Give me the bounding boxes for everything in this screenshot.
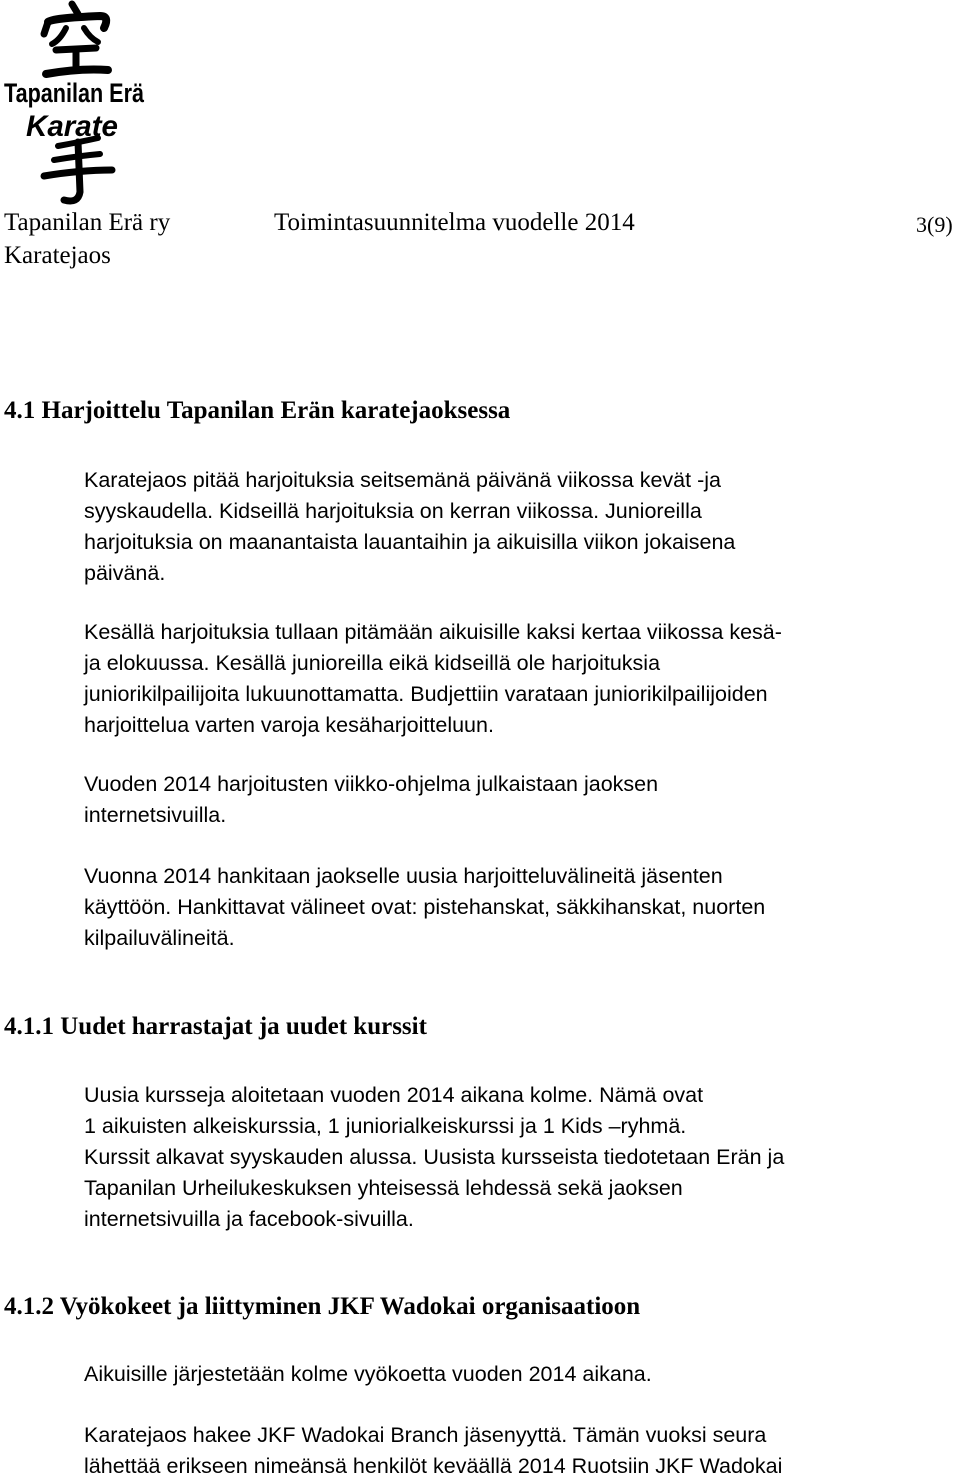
section-heading-4-1-2: 4.1.2 Vyökokeet ja liittyminen JKF Wadokai organisaatioon [4,1293,641,1320]
paragraph-line: päivänä. [84,561,166,585]
paragraph-line: Kurssit alkavat syyskauden alussa. Uusista kursseista tiedotetaan Erän ja [84,1145,785,1169]
paragraph-line: Karatejaos pitää harjoituksia seitsemänä päivänä viikossa kevät -ja [84,468,721,492]
paragraph-line: lähettää erikseen nimeänsä henkilöt keväällä 2014 Ruotsiin JKF Wadokai [84,1454,783,1478]
paragraph [84,1359,954,1390]
paragraph-line: syyskaudella. Kidseillä harjoituksia on kerran viikossa. Junioreilla [84,499,702,523]
paragraph-line: ja elokuussa. Kesällä junioreilla eikä kidseillä ole harjoituksia [84,651,661,675]
section-heading-4-1-1: 4.1.1 Uudet harrastajat ja uudet kurssit [4,1013,427,1040]
paragraph-line: 1 aikuisten alkeiskurssia, 1 juniorialkeiskurssi ja 1 Kids –ryhmä. [84,1114,687,1138]
club-logo [0,0,150,210]
paragraph [84,465,954,589]
paragraph-line: Kesällä harjoituksia tullaan pitämään aikuisille kaksi kertaa viikossa kesä- [84,620,782,644]
paragraph-line: juniorikilpailijoita lukuunottamatta. Budjettiin varataan juniorikilpailijoiden [84,682,768,706]
karate-kanji-logo-icon [0,0,150,210]
paragraph-line: Karatejaos hakee JKF Wadokai Branch jäsenyyttä. Tämän vuoksi seura [84,1423,767,1447]
paragraph-line: Aikuisille järjestetään kolme vyökoetta vuoden 2014 aikana. [84,1362,652,1386]
logo-sport: Karate [26,110,118,143]
paragraph-line: Uusia kursseja aloitetaan vuoden 2014 aikana kolme. Nämä ovat [84,1083,704,1107]
paragraph-line: harjoituksia on maanantaista lauantaihin ja aikuisilla viikon jokaisena [84,530,736,554]
paragraph [84,769,954,831]
logo-club-name: Tapanilan Erä [4,78,145,108]
paragraph-line: käyttöön. Hankittavat välineet ovat: pistehanskat, säkkihanskat, nuorten [84,895,766,919]
page-number: 3(9) [916,212,953,237]
paragraph-line: internetsivuilla. [84,803,227,827]
paragraph-line: internetsivuilla ja facebook-sivuilla. [84,1207,414,1231]
paragraph [84,1080,954,1235]
header-organization: Tapanilan Erä ry [4,209,171,236]
paragraph [84,861,954,954]
paragraph-line: harjoittelua varten varoja kesäharjoitteluun. [84,713,494,737]
header-document-title: Toimintasuunnitelma vuodelle 2014 [274,209,635,236]
paragraph-line: Vuonna 2014 hankitaan jaokselle uusia harjoitteluvälineitä jäsenten [84,864,723,888]
paragraph [84,1420,954,1482]
section-heading-4-1: 4.1 Harjoittelu Tapanilan Erän karatejaoksessa [4,397,511,424]
paragraph-line: kilpailuvälineitä. [84,926,235,950]
paragraph [84,617,954,741]
paragraph-line: Tapanilan Urheilukeskuksen yhteisessä lehdessä sekä jaoksen [84,1176,683,1200]
header-department: Karatejaos [4,242,111,269]
paragraph-line: Vuoden 2014 harjoitusten viikko-ohjelma julkaistaan jaoksen [84,772,659,796]
